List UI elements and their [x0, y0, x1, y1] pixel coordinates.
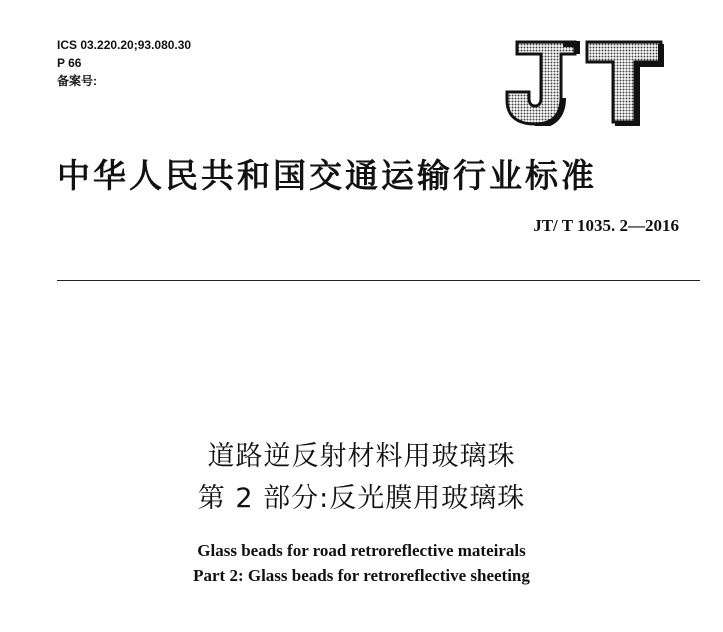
title-chinese-line-1: 道路逆反射材料用玻璃珠 [207, 441, 516, 472]
ccs-code: P 66 [57, 56, 82, 70]
issuing-authority: 中华人民共和国交通运输行业标准 [57, 156, 597, 195]
title-chinese-line-2: 第 2 部分:反光膜用玻璃珠 [197, 483, 526, 514]
ics-code: ICS 03.220.20;93.080.30 [57, 38, 192, 52]
filing-number-label: 备案号: [57, 74, 97, 88]
jt-logo [505, 40, 665, 126]
title-english-line-1: Glass beads for road retroreflective mateirals [197, 541, 526, 560]
header-divider [57, 280, 700, 281]
logo-letter-j [507, 42, 577, 126]
classification-block [57, 36, 191, 90]
standard-number: JT/ T 1035. 2—2016 [533, 216, 679, 235]
logo-letter-t [587, 42, 661, 124]
title-english-line-2: Part 2: Glass beads for retroreflective sheeting [193, 566, 530, 585]
